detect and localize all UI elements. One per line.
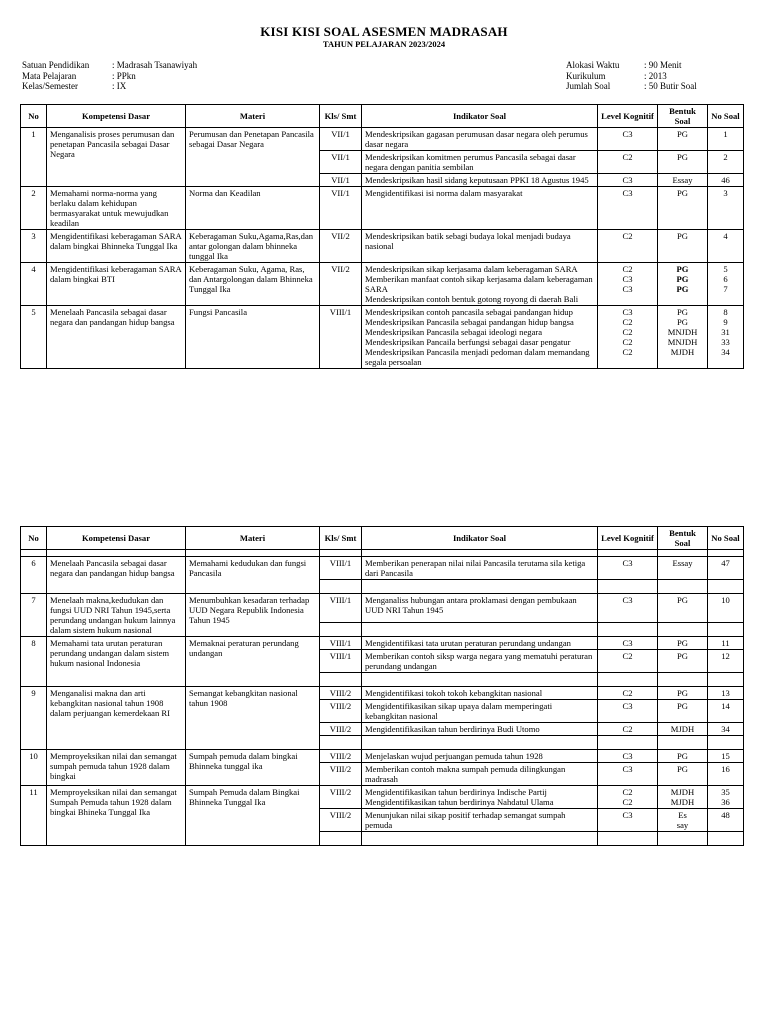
level-kognitif: C2	[598, 723, 658, 736]
kls-smt: VIII/1	[320, 557, 362, 580]
kls-smt: VIII/2	[320, 763, 362, 786]
row-no: 10	[21, 750, 47, 786]
col-header-no: No	[21, 527, 47, 550]
indikator-soal: Memberikan penerapan nilai nilai Pancasila terutama sila ketiga dari Pancasila	[362, 557, 598, 580]
col-header-kls: Kls/ Smt	[320, 527, 362, 550]
table-row	[21, 750, 744, 763]
level-kognitif: C3	[598, 174, 658, 187]
no-soal: 12	[708, 650, 744, 673]
col-header-indikator: Indikator Soal	[362, 527, 598, 550]
meta-row	[22, 71, 197, 82]
level-kognitif: C2	[598, 650, 658, 673]
indikator-soal	[362, 580, 598, 594]
col-header-level: Level Kognitif	[598, 105, 658, 128]
row-no: 9	[21, 687, 47, 750]
kls-smt: VII/2	[320, 230, 362, 263]
level-kognitif	[598, 306, 658, 369]
meta-key: Satuan Pendidikan	[22, 60, 90, 70]
level-kognitif-line: C3	[622, 274, 633, 284]
kls-smt: VII/2	[320, 263, 362, 306]
indikator-soal: Menjelaskan wujud perjuangan pemuda tahun 1928	[362, 750, 598, 763]
meta-left	[22, 60, 197, 92]
no-soal: 15	[708, 750, 744, 763]
meta-key: Kelas/Semester	[22, 81, 78, 91]
table-row	[21, 594, 744, 623]
kls-smt: VIII/1	[320, 650, 362, 673]
indikator-soal-line: Mendeskripsikan Pancaila berfungsi sebagai dasar pengatur	[365, 337, 571, 347]
indikator-soal: Memberikan contoh makna sumpah pemuda dilingkungan madrasah	[362, 763, 598, 786]
level-kognitif	[598, 263, 658, 306]
bentuk-soal: PG	[658, 637, 708, 650]
level-kognitif-line: C2	[622, 337, 633, 347]
kls-smt	[320, 623, 362, 637]
materi: Sumpah Pemuda dalam Bingkai Bhinneka Tunggal Ika	[186, 786, 320, 846]
indikator-soal: Mendeskripsikan komitmen perumus Pancasila sebagai dasar negara dengan panitia sembilan	[362, 151, 598, 174]
no-soal: 47	[708, 557, 744, 580]
no-soal-line: 8	[723, 307, 728, 317]
no-soal-line: 7	[723, 284, 728, 294]
level-kognitif	[598, 623, 658, 637]
materi: Memaknai peraturan perundang undangan	[186, 637, 320, 687]
meta-value: : Madrasah Tsanawiyah	[112, 60, 198, 70]
bentuk-soal-line: MNJDH	[667, 327, 698, 337]
bentuk-soal: PG	[658, 700, 708, 723]
document-title: KISI KISI SOAL ASESMEN MADRASAH	[260, 24, 508, 39]
materi: Semangat kebangkitan nasional tahun 1908	[186, 687, 320, 750]
no-soal: 10	[708, 594, 744, 623]
no-soal-line: 33	[721, 337, 730, 347]
no-soal: 13	[708, 687, 744, 700]
indikator-soal-line: Mendeskripsikan Pancasila sebagai ideologi negara	[365, 327, 543, 337]
no-soal: 4	[708, 230, 744, 263]
spacer-cell	[708, 550, 744, 557]
indikator-soal: Mendeskripsikan hasil sidang keputusaan PPKI 18 Agustus 1945	[362, 174, 598, 187]
bentuk-soal	[658, 580, 708, 594]
indikator-soal: Mendeskripsikan gagasan perumusan dasar negara oleh perumus dasar negara	[362, 128, 598, 151]
meta-key: Alokasi Waktu	[566, 60, 620, 70]
kls-smt: VIII/2	[320, 750, 362, 763]
kls-smt	[320, 736, 362, 750]
indikator-soal: Menganaliss hubungan antara proklamasi dengan pembukaan UUD NRI Tahun 1945	[362, 594, 598, 623]
kls-smt	[320, 832, 362, 846]
no-soal-line: 5	[723, 264, 728, 274]
kls-smt: VII/1	[320, 128, 362, 151]
table-row	[21, 230, 744, 263]
spacer-cell	[21, 550, 47, 557]
materi: Fungsi Pancasila	[186, 306, 320, 369]
kompetensi-dasar: Menganalisi makna dan arti kebangkitan nasional tahun 1908 dalam perjuangan kemerdekaan RI	[47, 687, 186, 750]
meta-key: Mata Pelajaran	[22, 70, 77, 81]
no-soal	[708, 306, 744, 369]
level-kognitif: C2	[598, 230, 658, 263]
indikator-soal: Mengidentifikasikan tahun berdirinya Budi Utomo	[362, 723, 598, 736]
level-kognitif: C3	[598, 557, 658, 580]
kisi-table-2	[20, 526, 744, 846]
bentuk-soal: PG	[658, 650, 708, 673]
level-kognitif	[598, 832, 658, 846]
bentuk-soal	[658, 623, 708, 637]
row-no: 3	[21, 230, 47, 263]
row-no: 7	[21, 594, 47, 637]
col-header-kls: Kls/ Smt	[320, 105, 362, 128]
col-header-bentuk: Bentuk Soal	[658, 105, 708, 128]
table-row	[21, 306, 744, 369]
indikator-soal	[362, 263, 598, 306]
level-kognitif: C3	[598, 594, 658, 623]
bentuk-soal	[658, 832, 708, 846]
spacer-cell	[47, 550, 186, 557]
indikator-soal-line: Mendeskripsikan Pancasila menjadi pedoman dalam memandang segala persoalan	[365, 347, 590, 367]
kls-smt: VIII/2	[320, 786, 362, 809]
no-soal	[708, 832, 744, 846]
table-row	[21, 786, 744, 809]
indikator-soal-line: Mendeskripsikan contoh bentuk gotong royong di daerah Bali	[365, 294, 579, 304]
level-kognitif-line: C2	[622, 347, 633, 357]
bentuk-soal: PG	[658, 187, 708, 230]
meta-row	[566, 60, 697, 71]
no-soal: 2	[708, 151, 744, 174]
row-no: 4	[21, 263, 47, 306]
level-kognitif: C3	[598, 763, 658, 786]
kompetensi-dasar: Mengidentifikasi keberagaman SARA dalam bingkai Bhinneka Tunggal Ika	[47, 230, 186, 263]
meta-value: : 2013	[644, 70, 667, 81]
bentuk-soal	[658, 736, 708, 750]
kls-smt: VIII/1	[320, 637, 362, 650]
bentuk-soal: MJDH MJDH	[658, 786, 708, 809]
no-soal: 1	[708, 128, 744, 151]
bentuk-soal: PG	[658, 594, 708, 623]
row-no: 8	[21, 637, 47, 687]
col-header-kd: Kompetensi Dasar	[47, 527, 186, 550]
no-soal	[708, 673, 744, 687]
kls-smt: VII/1	[320, 187, 362, 230]
no-soal: 35 36	[708, 786, 744, 809]
materi: Perumusan dan Penetapan Pancasila sebagai Dasar Negara	[186, 128, 320, 187]
no-soal	[708, 580, 744, 594]
meta-row	[566, 71, 697, 82]
indikator-soal: Mengidentifikasikan sikap upaya dalam memperingati kebangkitan nasional	[362, 700, 598, 723]
bentuk-soal: PG	[658, 128, 708, 151]
bentuk-soal-line: PG	[677, 317, 688, 327]
no-soal: 11	[708, 637, 744, 650]
spacer-cell	[362, 550, 598, 557]
level-kognitif: C2 C2	[598, 786, 658, 809]
kompetensi-dasar: Mengidentifikasi keberagaman SARA dalam bingkai BTI	[47, 263, 186, 306]
level-kognitif-line: C2	[622, 317, 633, 327]
level-kognitif	[598, 736, 658, 750]
col-header-materi: Materi	[186, 527, 320, 550]
level-kognitif	[598, 580, 658, 594]
kls-smt: VIII/2	[320, 809, 362, 832]
kls-smt: VII/1	[320, 174, 362, 187]
kls-smt: VIII/2	[320, 687, 362, 700]
table-row	[21, 637, 744, 650]
bentuk-soal: Essay	[658, 174, 708, 187]
meta-value: : 90 Menit	[644, 60, 682, 70]
no-soal: 34	[708, 723, 744, 736]
kompetensi-dasar: Memproyeksikan nilai dan semangat Sumpah Pemuda tahun 1928 dalam bingkai Bhineka Tunggal Ika	[47, 786, 186, 846]
no-soal: 46	[708, 174, 744, 187]
table-row	[21, 557, 744, 580]
col-header-nosoal: No Soal	[708, 527, 744, 550]
kls-smt: VII/1	[320, 151, 362, 174]
no-soal: 16	[708, 763, 744, 786]
row-no: 6	[21, 557, 47, 594]
level-kognitif-line: C3	[622, 307, 633, 317]
materi: Sumpah pemuda dalam bingkai Bhinneka tunggal ika	[186, 750, 320, 786]
bentuk-soal: MJDH	[658, 723, 708, 736]
col-header-materi: Materi	[186, 105, 320, 128]
col-header-nosoal: No Soal	[708, 105, 744, 128]
meta-row	[22, 81, 197, 92]
level-kognitif: C3	[598, 128, 658, 151]
row-no: 5	[21, 306, 47, 369]
bentuk-soal-line: MJDH	[670, 347, 695, 357]
col-header-no: No	[21, 105, 47, 128]
bentuk-soal-line: MNJDH	[667, 337, 698, 347]
no-soal: 3	[708, 187, 744, 230]
meta-right	[566, 60, 697, 92]
meta-key: Kurikulum	[566, 70, 606, 81]
meta-value: : PPkn	[112, 70, 136, 81]
level-kognitif: C3	[598, 700, 658, 723]
bentuk-soal: PG	[658, 687, 708, 700]
kompetensi-dasar: Menelaah Pancasila sebagai dasar negara dan pandangan hidup bangsa	[47, 557, 186, 594]
indikator-soal: Mengidentifikasi tata urutan peraturan perundang undangan	[362, 637, 598, 650]
meta-key: Jumlah Soal	[566, 81, 611, 91]
kompetensi-dasar: Memproyeksikan nilai dan semangat sumpah pemuda tahun 1928 dalam bingkai	[47, 750, 186, 786]
col-header-level: Level Kognitif	[598, 527, 658, 550]
indikator-soal: Mengidentifikasi tokoh tokoh kebangkitan nasional	[362, 687, 598, 700]
meta-row	[22, 60, 197, 71]
level-kognitif-line: C2	[622, 264, 633, 274]
kisi-table-1	[20, 104, 744, 369]
kompetensi-dasar: Menganalisis proses perumusan dan penetapan Pancasila sebagai Dasar Negara	[47, 128, 186, 187]
kls-smt	[320, 580, 362, 594]
materi: Norma dan Keadilan	[186, 187, 320, 230]
col-header-kd: Kompetensi Dasar	[47, 105, 186, 128]
indikator-soal-line: Mendeskripsikan Pancasila sebagai pandangan hidup bangsa	[365, 317, 574, 327]
document-subtitle: TAHUN PELAJARAN 2023/2024	[322, 39, 446, 49]
level-kognitif: C3	[598, 750, 658, 763]
meta-row	[566, 81, 697, 92]
bentuk-soal: PG	[658, 151, 708, 174]
indikator-soal	[362, 832, 598, 846]
no-soal	[708, 263, 744, 306]
table-row	[21, 128, 744, 151]
indikator-soal: Memberikan contoh siksp warga negara yang mematuhi peraturan perundang undangan	[362, 650, 598, 673]
no-soal	[708, 623, 744, 637]
bentuk-soal: Essay	[658, 557, 708, 580]
meta-value: : 50 Butir Soal	[644, 81, 697, 91]
bentuk-soal: PG	[658, 750, 708, 763]
row-no: 2	[21, 187, 47, 230]
spacer-cell	[658, 550, 708, 557]
kls-smt: VIII/2	[320, 700, 362, 723]
level-kognitif: C3	[598, 187, 658, 230]
bentuk-soal: PG	[658, 230, 708, 263]
meta-value: : IX	[112, 81, 127, 91]
no-soal-line: 9	[723, 317, 728, 327]
indikator-soal	[362, 306, 598, 369]
bentuk-soal	[658, 673, 708, 687]
materi: Keberagaman Suku, Agama, Ras, dan Antargolongan dalam Bhinneka Tunggal Ika	[186, 263, 320, 306]
level-kognitif: C3	[598, 637, 658, 650]
indikator-soal-line: Mendeskripsikan contoh pancasila sebagai pandangan hidup	[365, 307, 573, 317]
table-header-row	[21, 105, 744, 128]
indikator-soal	[362, 736, 598, 750]
indikator-soal: Mengidentifikasikan tahun berdirinya Indische Partij Mengidentifikasikan tahun berdirinya Nahdatul Ulama	[362, 786, 598, 809]
kls-smt: VIII/2	[320, 723, 362, 736]
kls-smt	[320, 673, 362, 687]
bentuk-soal-line: PG	[676, 274, 689, 284]
materi: Menumbuhkan kesadaran terhadap UUD Negara Republik Indonesia Tahun 1945	[186, 594, 320, 637]
row-no: 11	[21, 786, 47, 846]
table-row	[21, 687, 744, 700]
level-kognitif: C3	[598, 809, 658, 832]
spacer-cell	[320, 550, 362, 557]
kls-smt: VIII/1	[320, 306, 362, 369]
table-row	[21, 263, 744, 306]
row-no: 1	[21, 128, 47, 187]
indikator-soal: Mengidentifikasi isi norma dalam masyarakat	[362, 187, 598, 230]
no-soal-line: 31	[721, 327, 730, 337]
bentuk-soal: PG	[658, 763, 708, 786]
col-header-indikator: Indikator Soal	[362, 105, 598, 128]
table-row	[21, 187, 744, 230]
spacer-cell	[186, 550, 320, 557]
level-kognitif	[598, 673, 658, 687]
no-soal	[708, 736, 744, 750]
col-header-bentuk: Bentuk Soal	[658, 527, 708, 550]
bentuk-soal-line: PG	[676, 264, 689, 274]
spacer-cell	[598, 550, 658, 557]
bentuk-soal: Es say	[658, 809, 708, 832]
indikator-soal	[362, 673, 598, 687]
indikator-soal: Mendeskripsikan batik sebagi budaya lokal menjadi budaya nasional	[362, 230, 598, 263]
kompetensi-dasar: Memahami tata urutan peraturan perundang undangan dalam sistem hukum nasional Indonesia	[47, 637, 186, 687]
level-kognitif-line: C3	[622, 284, 633, 294]
no-soal-line: 34	[721, 347, 730, 357]
indikator-soal: Menunjukan nilai sikap positif terhadap semangat sumpah pemuda	[362, 809, 598, 832]
indikator-soal-line: Mendeskripsikan sikap kerjasama dalam keberagaman SARA	[365, 264, 578, 274]
level-kognitif: C2	[598, 151, 658, 174]
indikator-soal	[362, 623, 598, 637]
bentuk-soal-line: PG	[677, 307, 688, 317]
kompetensi-dasar: Memahami norma-norma yang berlaku dalam kehidupan bermasyarakat untuk mewujudkan keadilan	[47, 187, 186, 230]
kompetensi-dasar: Menelaah Pancasila sebagai dasar negara dan pandangan hidup bangsa	[47, 306, 186, 369]
materi: Keberagaman Suku,Agama,Ras,dan antar golongan dalam bhinneka tunggal Ika	[186, 230, 320, 263]
bentuk-soal	[658, 306, 708, 369]
bentuk-soal	[658, 263, 708, 306]
bentuk-soal-line: PG	[676, 284, 689, 294]
materi: Memahami kedudukan dan fungsi Pancasila	[186, 557, 320, 594]
no-soal: 48	[708, 809, 744, 832]
level-kognitif-line: C2	[622, 327, 633, 337]
kls-smt: VIII/1	[320, 594, 362, 623]
no-soal-line: 6	[723, 274, 728, 284]
indikator-soal-line: Memberikan manfaat contoh sikap kerjasama dalam keberagaman SARA	[365, 274, 593, 294]
kompetensi-dasar: Menelaah makna,kedudukan dan fungsi UUD NRI Tahun 1945,serta perundang undangan hukum lainnya dalam sistem hukum nasional	[47, 594, 186, 637]
spacer-row	[21, 550, 744, 557]
table-header-row	[21, 527, 744, 550]
no-soal: 14	[708, 700, 744, 723]
level-kognitif: C2	[598, 687, 658, 700]
